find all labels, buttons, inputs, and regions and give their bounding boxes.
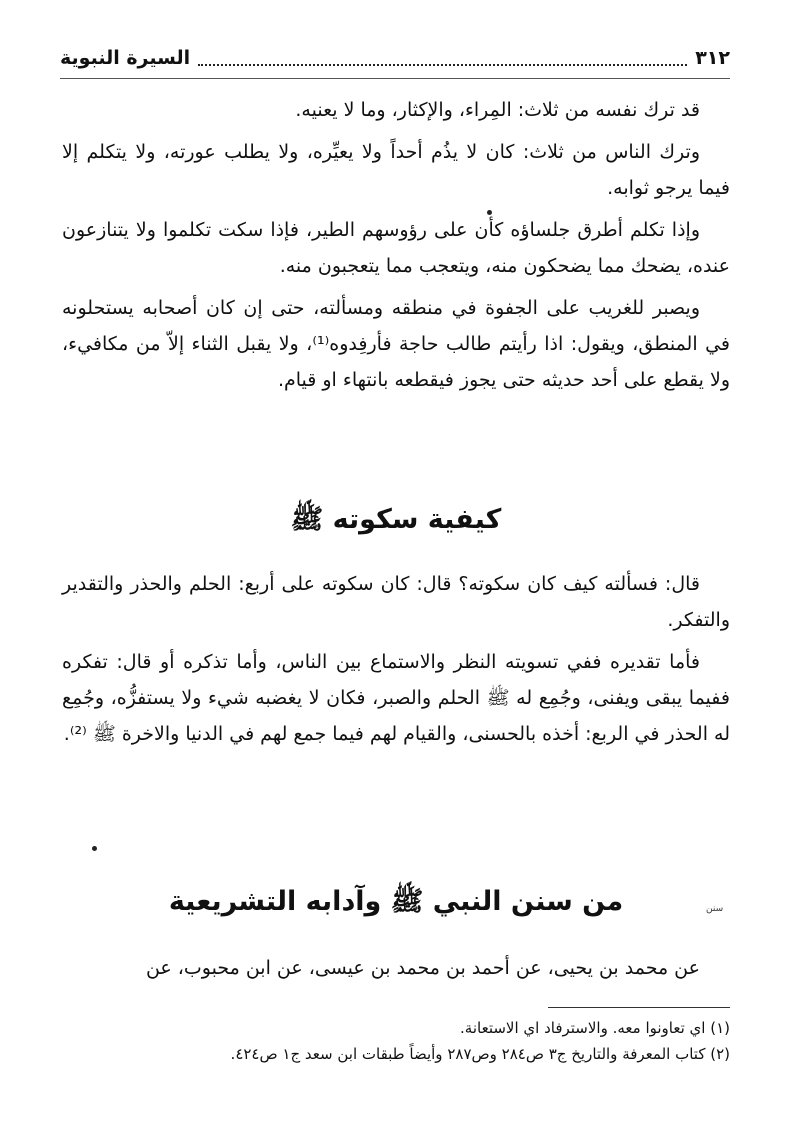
footnote-rule	[548, 1007, 730, 1008]
section-heading-sunan: من سنن النبي ﷺ وآدابه التشريعية	[168, 886, 624, 917]
page-number: ٣١٢	[695, 47, 730, 69]
section-2-text	[62, 566, 730, 758]
footnotes	[62, 1015, 730, 1067]
paragraph: ويصبر للغريب على الجفوة في منطقه ومسألته، حتى إن كان أصحابه يستحلونه في المنطق، ويقول: اذا رأيتم طالب حاجة فأرفِدوه⁽¹⁾، ولا يقبل الثناء إلاّ من مكافيء، ولا يقطع على أحد حديثه حتى يجوز فيقطعه بانتهاء او قيام.	[62, 297, 730, 391]
margin-note: سنن	[706, 904, 724, 914]
section-1-text	[62, 92, 730, 404]
paragraph: وترك الناس من ثلاث: كان لا يذُم أحداً ولا يعيِّره، ولا يطلب عورته، ولا يتكلم إلا فيما يرجو ثوابه.	[62, 141, 730, 199]
section-heading-silence: كيفية سكوته ﷺ	[290, 504, 502, 535]
running-header	[60, 40, 730, 76]
stray-dot	[487, 210, 492, 215]
paragraph: قال: فسألته كيف كان سكوته؟ قال: كان سكوته على أربع: الحلم والحذر والتقدير والتفكر.	[62, 573, 730, 631]
header-dot-leader	[198, 50, 687, 66]
header-rule	[60, 78, 730, 79]
paragraph: عن محمد بن يحيى، عن أحمد بن محمد بن عيسى، عن ابن محبوب، عن	[145, 957, 700, 979]
running-title: السيرة النبوية	[60, 47, 191, 69]
footnote: (١) اي تعاونوا معه. والاسترفاد اي الاستعانة.	[460, 1019, 730, 1037]
paragraph: وإذا تكلم أطرق جلساؤه كأن على رؤوسهم الطير، فإذا سكت تكلموا ولا يتنازعون عنده، يضحك مما يضحكون منه، ويتعجب مما يتعجبون منه.	[62, 219, 730, 277]
paragraph: فأما تقديره ففي تسويته النظر والاستماع بين الناس، وأما تذكره أو قال: تفكره ففيما يبقى ويفنى، وجُمِع له ﷺ الحلم والصبر، فكان لا يغضبه شيء ولا يستفزُّه، وجُمِع له الحذر في الربع: أخذه بالحسنى، والقيام لهم فيما جمع لهم في الدنيا والاخرة ﷺ ⁽²⁾.	[62, 651, 730, 745]
footnote: (٢) كتاب المعرفة والتاريخ ج٣ ص٢٨٤ وص٢٨٧ وأيضاً طبقات ابن سعد ج١ ص٤٢٤.	[230, 1045, 730, 1063]
paragraph: قد ترك نفسه من ثلاث: المِراء، والإكثار، وما لا يعنيه.	[295, 99, 700, 121]
stray-dot	[92, 846, 97, 851]
section-3-text	[62, 950, 730, 992]
